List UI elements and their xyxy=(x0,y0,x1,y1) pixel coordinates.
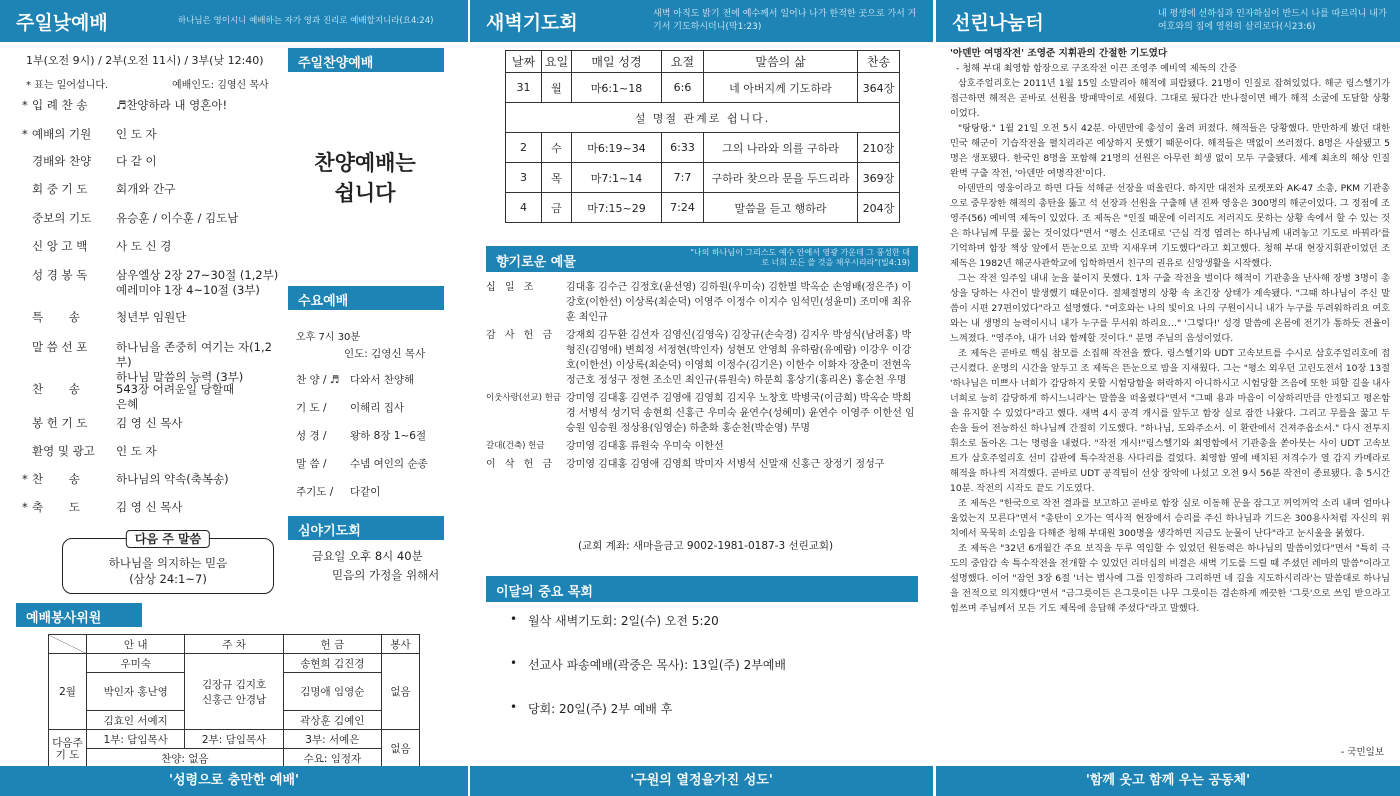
order-value-line: 회개와 간구 xyxy=(116,182,176,196)
praise-message xyxy=(290,148,440,208)
table-cell: 김명애 임영순 xyxy=(283,673,381,711)
order-value-line: 김 영 신 목사 xyxy=(116,416,183,430)
offering-title: 향기로운 예물 xyxy=(496,255,576,270)
order-row xyxy=(22,154,284,169)
next-week-ref: (삼상 24:1~7) xyxy=(129,572,207,586)
monthly-news-list xyxy=(510,612,910,744)
table-cell: 구하라 찾으라 문을 두드리라 xyxy=(704,163,858,193)
offering-row xyxy=(486,391,916,436)
wed-label: 말 씀 / xyxy=(296,458,327,470)
stand-mark xyxy=(22,239,32,254)
offering-type: 갈대(건축) 헌금 xyxy=(486,441,545,451)
article-paragraph: 삼호주얼리호는 2011년 1월 15일 소말리아 해적에 피랍됐다. 21명이 인질로 잡혀있었다. 해군 링스헬기가 접근하면 해적은 곧바로 선원을 방패막이로 세웠다. 그대로 뒀다간 반나절이면 배가 해적 소굴에 도달할 상황이었다. xyxy=(950,78,1390,119)
order-label: 특 송 xyxy=(32,310,80,324)
offering-row xyxy=(486,439,916,454)
order-value-line: 예레미야 1장 4~10절 (3부) xyxy=(116,283,260,297)
next-week-prayer-cell xyxy=(49,730,87,768)
offering-type: 감 사 헌 금 xyxy=(486,330,556,341)
order-row xyxy=(22,98,284,113)
sharing-verse: 내 평생에 선하심과 인자하심이 반드시 나를 따르리니 내가 여호와의 집에 영원히 살리로다(시23:6) xyxy=(1158,9,1387,32)
table-header: 주 차 xyxy=(185,635,283,654)
serve-header xyxy=(16,603,142,627)
offering-names: 강미영 김대홍 김연주 김영애 김영희 김지우 노창호 박병국(이금희) 박옥순 박희경 서병석 성기덕 송현희 신홍근 우미숙 윤연수(성혜미) 윤연수 이영주 이한선 임승원 임승원 정상용(임영순) 하춘화 홍순천(박순영) 무명 xyxy=(566,393,915,434)
table-cell: 3 xyxy=(506,163,542,193)
offering-row xyxy=(486,328,916,388)
order-label: 예배의 기원 xyxy=(32,127,92,141)
wed-time: 오후 7시 30분 xyxy=(296,332,361,343)
order-row xyxy=(22,416,284,431)
order-value xyxy=(116,211,284,226)
table-row xyxy=(49,635,420,654)
article-subtitle: - 청해 부대 최영함 함장으로 구조작전 이끈 조영주 예비역 제독의 간증 xyxy=(956,63,1238,74)
order-value-line: 유승훈 / 이수훈 / 김도남 xyxy=(116,211,239,225)
wed-label: 성 경 / xyxy=(296,430,327,442)
table-cell: 2부: 담임목사 xyxy=(185,730,283,749)
monthly-news-title: 이달의 중요 목회 xyxy=(496,585,593,600)
order-label: 입 례 찬 송 xyxy=(32,98,88,112)
month-cell: 2월 xyxy=(49,654,87,730)
order-value xyxy=(116,98,284,113)
offering-type: 이웃사랑(선교) 헌금 xyxy=(486,393,562,403)
wed-value: 왕하 8장 1~6절 xyxy=(350,430,427,442)
stand-mark xyxy=(22,340,32,385)
parking-names: 김장규 김지호 신홍근 안경남 xyxy=(201,678,267,706)
wed-label: 기 도 / xyxy=(296,402,327,414)
wed-label: 주기도 / xyxy=(296,486,334,498)
order-value-line: 하나님 말씀의 능력 (3부) xyxy=(116,370,244,384)
wed-value: 다와서 찬양해 xyxy=(350,374,415,386)
footer-right: '함께 웃고 함께 우는 공동체' xyxy=(936,766,1400,796)
article-paragraph: 조 제독은 "32년 6개월간 주요 보직을 두루 역임할 수 있었던 원동력은 하나님의 말씀이었다"면서 "특히 극도의 중압감 속 특수작전을 전개할 수 있었던 리더십의 비결은 새벽 기도를 드릴 때 주셨던 레마의 말씀"이라고 설명했다. 이어 "잠언 3장 6절 '너는 범사에 그를 인정하라 그리하면 네 길을 지도하시리라'는 말씀대로 하나님을 전적으로 의지했다"면서 "금그릇이든 은그릇이든 나무 그릇이든 겸손하게 깨끗한 '그릇'으로 쓰임 받으라고 힘쓰며 주님께서 모든 기도 제목에 응답해 주셨다"라고 말했다. xyxy=(950,543,1390,614)
order-value xyxy=(116,182,284,197)
order-row xyxy=(22,500,284,515)
offering-row xyxy=(486,457,916,472)
wed-row xyxy=(296,456,456,484)
table-row xyxy=(506,133,900,163)
footer-left: '성령으로 충만한 예배' xyxy=(0,766,468,796)
table-cell: 2 xyxy=(506,133,542,163)
table-row xyxy=(506,51,900,73)
sunday-worship-verse: 하나님은 영이시니 예배하는 자가 영과 진리로 예배할지니라(요4:24) xyxy=(178,16,434,26)
offering-verse: "나의 하나님이 그리스도 예수 안에서 영광 가운데 그 풍성한 대로 너희 모든 쓸 것을 채우시리라"(빌4:19) xyxy=(690,248,910,267)
order-value xyxy=(116,472,284,487)
news-item xyxy=(510,612,910,656)
daily-bible-table xyxy=(505,50,900,223)
stand-mark: * xyxy=(22,127,28,141)
order-value-line: 사 도 신 경 xyxy=(116,239,172,253)
table-cell: 마6:19~34 xyxy=(572,133,662,163)
article-paragraph: "탕탕탕." 1월 21일 오전 5시 42분. 아덴만에 총성이 울려 퍼졌다. 해적들은 당황했다. 만만하게 봤던 대한민국 해군이 기습작전을 펼치리라곤 예상하지 못했기 때문이다. 해적들은 맥없이 쓰러졌다. 8명은 사살됐고 5명은 생포됐다. 한국인 8명을 포함해 21명의 선원은 아무런 희생 없이 모두 구출됐다. 세계 최초의 해상 인질 완벽 구출 작전, '아덴만 여명작전'이다. xyxy=(950,123,1390,179)
order-value-line: 김 영 신 목사 xyxy=(116,500,183,514)
order-row xyxy=(22,182,284,197)
order-label: 회 중 기 도 xyxy=(32,182,88,196)
right-column xyxy=(936,0,1400,796)
stand-mark xyxy=(22,382,32,412)
table-cell: 찬양: 없음 xyxy=(87,749,284,768)
table-cell: 364장 xyxy=(858,73,900,103)
table-cell: 마7:15~29 xyxy=(572,193,662,223)
table-cell: 그의 나라와 의를 구하라 xyxy=(704,133,858,163)
order-label: 축 도 xyxy=(32,500,80,514)
order-value-line: 삼우엘상 2장 27~30절 (1,2부) xyxy=(116,268,279,282)
serve-table xyxy=(48,634,420,768)
wed-value: 수넴 여인의 순종 xyxy=(350,458,428,470)
table-corner xyxy=(49,635,87,654)
article-paragraph: 아덴만의 영웅이라고 하면 다들 석해균 선장을 떠올린다. 하지만 대전차 로켓포와 AK-47 소총, PKM 기관총으로 중무장한 해적의 총탄을 뚫고 석 선장과 선원을 구출해 낸 진짜 영웅은 300명의 해군이었다. 그 정점에 조영주(56) 예비역 제독이 있었다. 조 제독은 "인질 때문에 이러지도 저러지도 못하는 상황 속에서 할 수 있는 것은 하나님께 무릎 꿇는 것이었다"면서 "평소 신조대로 '근심 걱정 염려는 하나님께 내려놓고 기도로 바꿔라'를 기억하며 함장 책상 앞에서 뜬눈으로 꼬박 지새우며 기도했다"라고 회고했다. 청해 부대 현장지휘관이었던 조 제독은 1982년 해군사관학교에 입학하면서 친구의 권유로 신앙생활을 시작했다. xyxy=(950,183,1390,269)
stand-mark xyxy=(22,268,32,298)
table-cell: 네 아버지께 기도하라 xyxy=(704,73,858,103)
table-cell: 없음 xyxy=(382,654,420,730)
order-value xyxy=(116,268,284,298)
order-value-line: 청년부 임원단 xyxy=(116,310,187,324)
order-value xyxy=(116,154,284,169)
bullet-icon: • xyxy=(510,656,518,670)
table-header: 말씀의 삶 xyxy=(704,51,858,73)
wed-value: 이해리 집사 xyxy=(350,402,405,414)
night-time: 금요일 오후 8시 40분 xyxy=(312,549,423,563)
bullet-icon: • xyxy=(510,612,518,626)
wed-order xyxy=(296,372,456,512)
table-row xyxy=(506,103,900,133)
monthly-news-header xyxy=(486,576,918,602)
table-cell: 송현희 김진경 xyxy=(283,654,381,673)
order-row xyxy=(22,127,284,142)
order-row xyxy=(22,239,284,254)
table-cell: 말씀을 듣고 행하라 xyxy=(704,193,858,223)
table-header: 헌 금 xyxy=(283,635,381,654)
order-value xyxy=(116,239,284,254)
offering-names: 강미영 김대홍 김영애 김영희 박미자 서병석 신말재 신홍근 장정기 정성구 xyxy=(566,459,885,470)
dawn-prayer-title: 새벽기도회 xyxy=(486,12,578,34)
order-row xyxy=(22,444,284,459)
table-row xyxy=(49,730,420,749)
order-row xyxy=(22,382,284,412)
stand-mark xyxy=(22,211,32,226)
order-label: 말 씀 선 포 xyxy=(32,340,88,354)
order-label: 중보의 기도 xyxy=(32,211,92,225)
wed-leader: 인도: 김영신 목사 xyxy=(344,348,426,360)
table-row xyxy=(506,73,900,103)
table-cell: 김효인 서예지 xyxy=(87,711,185,730)
offering-row xyxy=(486,280,916,325)
table-cell: 마7:1~14 xyxy=(572,163,662,193)
wed-title: 수요예배 xyxy=(298,294,349,309)
table-header: 안 내 xyxy=(87,635,185,654)
table-row xyxy=(506,193,900,223)
order-value-line: 인 도 자 xyxy=(116,127,157,141)
order-value xyxy=(116,382,284,412)
sunday-worship-header xyxy=(0,0,468,42)
table-cell: 7:7 xyxy=(662,163,704,193)
praise-msg-2: 쉽니다 xyxy=(334,181,396,205)
worship-leader: 예배인도: 김영신 목사 xyxy=(172,80,269,91)
table-cell: 31 xyxy=(506,73,542,103)
praise-msg-1: 찬양예배는 xyxy=(314,151,416,175)
order-label: 성 경 봉 독 xyxy=(32,268,88,282)
stand-mark xyxy=(22,182,32,197)
next-week-label: 다음 주 말씀 xyxy=(126,530,210,548)
table-header: 찬송 xyxy=(858,51,900,73)
table-cell: 7:24 xyxy=(662,193,704,223)
order-value-line: 543장 어려운일 당할때 xyxy=(116,382,235,396)
order-label: 봉 헌 기 도 xyxy=(32,416,88,430)
article xyxy=(950,46,1390,616)
offering-type: 십 일 조 xyxy=(486,282,537,293)
night-title: 심야기도회 xyxy=(298,524,361,539)
wed-row xyxy=(296,484,456,512)
table-cell: 6:33 xyxy=(662,133,704,163)
stand-note: * 표는 일어섭니다. xyxy=(26,80,109,91)
table-cell: 6:6 xyxy=(662,73,704,103)
sharing-title: 선린나눔터 xyxy=(952,12,1044,34)
order-value xyxy=(116,127,284,142)
bullet-icon: • xyxy=(510,700,518,714)
wed-value: 다같이 xyxy=(350,486,381,498)
table-cell: 마6:1~18 xyxy=(572,73,662,103)
left-column xyxy=(0,0,468,796)
dawn-prayer-header xyxy=(470,0,933,42)
footer-middle: '구원의 열정을가진 성도' xyxy=(470,766,933,796)
table-row xyxy=(506,163,900,193)
order-label: 찬 송 xyxy=(32,472,80,486)
wed-label: 찬 양 / ♬ xyxy=(296,374,340,386)
order-value xyxy=(116,416,284,431)
wed-row xyxy=(296,372,456,400)
night-header xyxy=(288,516,444,540)
order-label: 환영 및 광고 xyxy=(32,444,95,458)
praise-header xyxy=(288,48,444,72)
next-week-title: 하나님을 의지하는 믿음 xyxy=(108,556,228,570)
table-cell: 없음 xyxy=(382,730,420,768)
middle-column xyxy=(470,0,933,796)
sunday-worship-title: 주일낮예배 xyxy=(16,12,108,34)
order-label: 찬 송 xyxy=(32,382,80,396)
table-cell: 4 xyxy=(506,193,542,223)
news-text: 당회: 20일(주) 2부 예배 후 xyxy=(528,702,673,716)
news-item xyxy=(510,700,910,744)
table-cell: 369장 xyxy=(858,163,900,193)
wed-row xyxy=(296,428,456,456)
article-paragraph: 조 제독은 "한국으로 작전 결과를 보고하고 곧바로 함장 실로 이동해 문을 잠그고 꺼억꺼억 소리 내며 얼마나 울었는지 모른다"면서 "총탄이 오가는 역사적 현장에서 승리를 주신 하나님과 기드온 300용사처럼 자신의 위치에서 묵묵히 소임을 다해준 청해 부대원 300명을 생각하면 지금도 눈물이 난다"라고 눈시울을 붉혔다. xyxy=(950,498,1390,539)
article-paragraph: 조 제독은 곧바로 핵심 참모를 소집해 작전을 짰다. 링스헬기와 UDT 고속보트를 수시로 삼호주얼리호에 접근시켰다. 운명의 시간을 앞두고 조 제독은 뜬눈으로 밤을 지새웠다. 그는 "평소 외우던 고린도전서 10장 13절 '하나님은 미쁘사 너희가 감당하지 못할 시험당함을 허락하지 아니하시고 시험당할 즈음에 또한 피할 길을 내사 너희로 능히 감당하게 하시느니라'는 말씀을 떠올렸다"면서 "그때 용과 마음이 이상하리만큼 안정되고 평온함을 유지할 수 있었다"라고 했다. 새벽 4시 공격 개시를 앞두고 함장 실로 잠깐 나왔다. 그리고 무릎을 꿇고 두 손을 들어 전능하신 하나님께 간절히 기도했다. "하나님, 도와주소서. 이 환란에서 건져주옵소서." 다시 전투지휘소로 돌아온 그는 명령을 내렸다. "작전 개시!"링스헬기와 최영함에서 기관총을 쏟아붓는 사이 UDT 고속보트가 삼호주얼리호 선미 갑판에 특수작전용 사다리를 걸었다. 최영함 옆에 배치된 저격수가 열 감지 카메라로 해적을 하나씩 저격했다. 곧바로 UDT 공격팀이 선상 장악에 나섰고 오전 9시 56분 작전이 종료됐다. 총 5시간 10분. 작전의 시작도 끝도 기도였다. xyxy=(950,348,1390,494)
table-header: 매일 성경 xyxy=(572,51,662,73)
offering-header xyxy=(486,246,918,272)
order-label: 경배와 찬양 xyxy=(32,154,92,168)
stand-mark xyxy=(22,416,32,431)
order-value-line: ♬찬양하라 내 영혼아! xyxy=(116,98,228,112)
order-value xyxy=(116,340,284,385)
offering-names: 강미영 김대홍 류원숙 우미숙 이한선 xyxy=(566,441,724,452)
table-header: 날짜 xyxy=(506,51,542,73)
sharing-header xyxy=(936,0,1400,42)
offering-list xyxy=(486,280,916,475)
order-row xyxy=(22,310,284,325)
order-label: 신 앙 고 백 xyxy=(32,239,88,253)
dawn-prayer-verse: 새벽 아직도 밝기 전에 예수께서 일어나 나가 한적한 곳으로 가서 거기서 기도하시더니(막1:23) xyxy=(653,9,917,32)
order-value-line: 다 같 이 xyxy=(116,154,157,168)
table-cell: 210장 xyxy=(858,133,900,163)
offering-type: 이 삭 헌 금 xyxy=(486,459,556,470)
stand-mark xyxy=(22,444,32,459)
wed-row xyxy=(296,400,456,428)
bank-account: (교회 계좌: 새마을금고 9002-1981-0187-3 선린교회) xyxy=(578,540,834,552)
table-row xyxy=(49,749,420,768)
table-cell: 월 xyxy=(542,73,572,103)
order-row xyxy=(22,268,284,298)
holiday-notice: 설 명절 관계로 쉽니다. xyxy=(506,103,900,133)
next-week-prayer-label: 다음주 기 도 xyxy=(52,736,83,761)
table-cell: 3부: 서예은 xyxy=(283,730,381,749)
table-cell: 수 xyxy=(542,133,572,163)
offering-names: 김대홍 김수근 김정호(윤선영) 김하원(우미숙) 김한별 박옥순 손영배(정은주) 이강호(이한선) 이상록(최순덕) 이영주 이정수 이지수 임석민(성윤미) 조미애 최유훈 최인규 xyxy=(566,282,912,323)
table-row xyxy=(49,654,420,673)
night-desc: 믿음의 가정을 위해서 xyxy=(332,568,440,582)
order-value xyxy=(116,444,284,459)
table-cell: 수요: 임정자 xyxy=(283,749,381,768)
order-value-line: 인 도 자 xyxy=(116,444,157,458)
order-row xyxy=(22,211,284,226)
order-value-line: 하나님을 존중히 여기는 자(1,2부) xyxy=(116,340,272,369)
order-value xyxy=(116,500,284,515)
table-cell: 박인자 홍난영 xyxy=(87,673,185,711)
stand-mark: * xyxy=(22,472,28,486)
stand-mark xyxy=(22,310,32,325)
table-header: 요절 xyxy=(662,51,704,73)
service-times: 1부(오전 9시) / 2부(오전 11시) / 3부(낮 12:40) xyxy=(26,54,264,67)
table-cell: 1부: 담임목사 xyxy=(87,730,185,749)
wed-header xyxy=(288,286,444,310)
praise-title: 주일찬양예배 xyxy=(298,56,374,71)
offering-names: 강재희 김두환 김선자 김영신(김영옥) 김장규(손숙경) 김지우 박성식(남려홍) 박형진(김영애) 변희정 서정현(박인자) 성현모 안영희 유하람(유예람) 이강우 이강호(이한선) 이상록(최순덕) 이영희 이정수(김기은) 이한수 이화자 장춘미 전현옥 정근호 정성구 정현 조소민 최인규(류원숙) 하문희 홍상기(홍리온) 홍순천 우명 xyxy=(566,330,912,386)
serve-title: 예배봉사위원 xyxy=(26,611,102,626)
table-cell: 우미숙 xyxy=(87,654,185,673)
article-paragraph: 그는 작전 일주일 내내 눈을 붙이지 못했다. 1차 구출 작전을 벌이다 해적이 기관총을 난사해 장병 3명이 총상을 당하는 사건이 발생했기 때문이다. 절체절명의 상황 속 초긴장 상태가 계속됐다. "그때 하나님이 주신 말씀이 시편 27편이었다"라고 설명했다. "여호와는 나의 빛이요 나의 구원이시니 내가 누구를 두려워하리요 여호와는 내 생명의 능력이시니 내가 누구를 무서워 하리요…" '그렇다!' 성경 말씀에 온몸에 전기가 통하듯 전율이 느껴졌다. "영주야, 내가 너와 함께할 것이다." 분명 주님의 음성이었다. xyxy=(950,273,1390,344)
table-cell: 금 xyxy=(542,193,572,223)
order-value-line: 하나님의 약속(축복송) xyxy=(116,472,229,486)
stand-mark: * xyxy=(22,500,28,514)
table-cell: 204장 xyxy=(858,193,900,223)
order-value xyxy=(116,310,284,325)
table-cell: 목 xyxy=(542,163,572,193)
order-row xyxy=(22,340,284,385)
next-week-sermon-box xyxy=(62,532,274,594)
news-text: 선교사 파송예배(곽중은 목사): 13일(주) 2부예배 xyxy=(528,658,786,672)
news-text: 월삭 새벽기도회: 2일(수) 오전 5:20 xyxy=(528,614,719,628)
order-row xyxy=(22,472,284,487)
news-item xyxy=(510,656,910,700)
table-cell: 곽상훈 김예인 xyxy=(283,711,381,730)
order-value-line: 은혜 xyxy=(116,397,139,411)
article-title: '아덴만 여명작전' 조영준 지휘관의 간절한 기도였다 xyxy=(950,48,1168,59)
table-cell xyxy=(185,654,283,730)
stand-mark: * xyxy=(22,98,28,112)
article-source: - 국민일보 xyxy=(1340,747,1384,758)
stand-mark xyxy=(22,154,32,169)
table-header: 봉사 xyxy=(382,635,420,654)
table-header: 요일 xyxy=(542,51,572,73)
